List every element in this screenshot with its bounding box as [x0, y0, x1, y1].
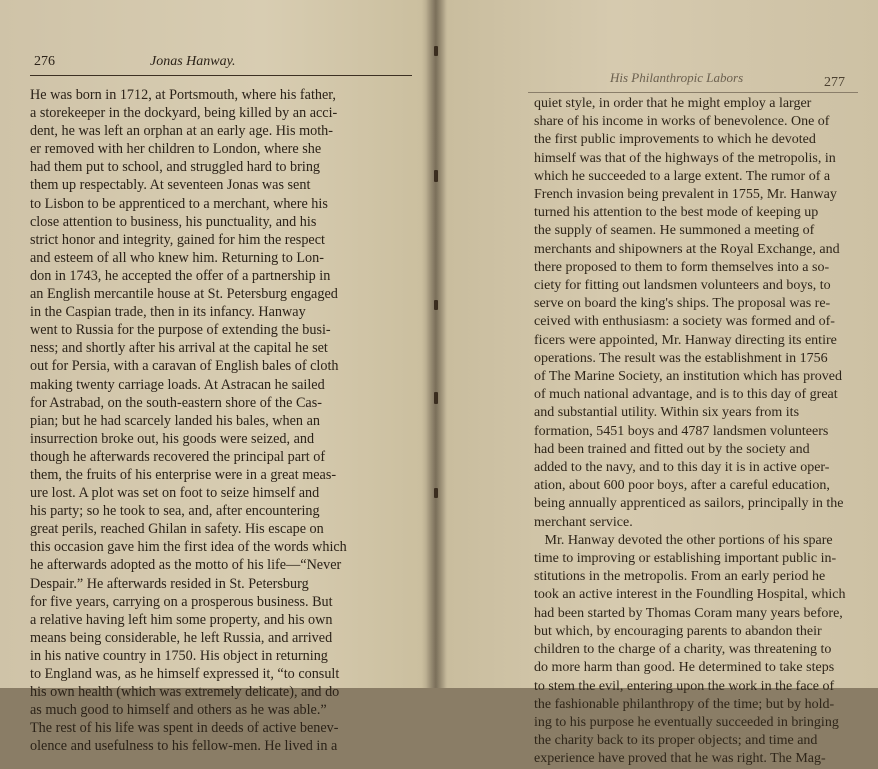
text-line: dent, he was left an orphan at an early age. His moth- — [30, 123, 333, 140]
text-line: in the Caspian trade, then in its infancy. Hanway — [30, 304, 306, 321]
text-line: had been trained and fitted out by the society and — [534, 441, 810, 457]
text-line: merchants and shipowners at the Royal Exchange, and — [534, 241, 840, 257]
text-line: took an active interest in the Foundling Hospital, which — [534, 587, 846, 603]
text-line: quiet style, in order that he might employ a larger — [534, 96, 812, 111]
text-line: ciety for fitting out landsmen volunteers and boys, to — [534, 278, 831, 294]
text-line: this occasion gave him the first idea of the words which — [30, 539, 347, 556]
text-line: for Astrabad, on the south-eastern shore of the Cas- — [30, 394, 322, 411]
left-page-number: 276 — [34, 54, 55, 69]
text-line: ness; and shortly after his arrival at the capital he set — [30, 340, 328, 357]
text-line: his party; so he took to sea, and, after encountering — [30, 503, 320, 520]
text-line: which he succeeded to a large extent. The rumor of a — [534, 168, 831, 184]
text-line: stitutions in the metropolis. From an early period he — [534, 569, 826, 585]
text-line: the first public improvements to which he devoted — [534, 132, 816, 148]
text-line: making twenty carriage loads. At Astracan he sailed — [30, 376, 325, 393]
text-line: er removed with her children to London, where she — [30, 141, 322, 158]
text-line: as much good to himself and others as he was able.” — [30, 702, 327, 719]
text-line: don in 1743, he accepted the offer of a partnership in — [30, 267, 331, 284]
text-line: though he afterwards recovered the principal part of — [30, 448, 326, 465]
text-line: a storekeeper in the dockyard, being killed by an acci- — [30, 105, 338, 122]
text-line: serve on board the king's ships. The proposal was re- — [534, 296, 831, 312]
right-page-body — [534, 95, 845, 769]
text-line: pian; but he had scarcely landed his bales, when an — [30, 412, 320, 429]
text-line: himself was that of the highways of the metropolis, in — [534, 150, 836, 166]
text-line: for five years, carrying on a prosperous business. But — [30, 593, 333, 610]
text-line: to stem the evil, entering upon the work in the face of — [534, 678, 835, 694]
text-line: added to the navy, and to this day it is in active oper- — [534, 460, 830, 476]
text-line: the supply of seamen. He summoned a meeting of — [534, 223, 815, 239]
text-line: French invasion being prevalent in 1755, Mr. Hanway — [534, 187, 837, 203]
right-page — [440, 0, 878, 767]
text-line: had them put to school, and struggled hard to bring — [30, 159, 321, 176]
text-line: formation, 5451 boys and 4787 landsmen volunteers — [534, 423, 829, 439]
text-line: of much national advantage, and is to this day of great — [534, 387, 838, 403]
header-rule — [30, 75, 412, 76]
text-line: Despair.” He afterwards resided in St. Petersburg — [30, 575, 309, 592]
text-line: Mr. Hanway devoted the other portions of his spare — [534, 532, 833, 548]
text-line: great perils, reached Ghilan in safety. His escape on — [30, 521, 324, 538]
text-line: insurrection broke out, his goods were seized, and — [30, 430, 315, 447]
text-line: ceived with enthusiasm: a society was formed and of- — [534, 314, 835, 330]
left-running-head: Jonas Hanway. — [150, 54, 236, 69]
text-line: went to Russia for the purpose of extending the busi- — [30, 322, 331, 339]
text-line: share of his income in works of benevolence. One of — [534, 114, 830, 130]
binding-stitch — [434, 392, 438, 404]
text-line: of The Marine Society, an institution which has proved — [534, 369, 842, 385]
text-line: to Lisbon to be apprenticed to a merchant, where his — [30, 195, 328, 212]
left-page-body — [30, 86, 347, 755]
binding-stitch — [434, 46, 438, 56]
binding-stitch — [434, 300, 438, 310]
left-page — [0, 0, 432, 755]
text-line: them up respectably. At seventeen Jonas was sent — [30, 177, 311, 194]
text-line: experience have proved that he was right. The Mag- — [534, 751, 826, 767]
text-line: to England was, as he himself expressed it, “to consult — [30, 666, 340, 682]
text-line: The rest of his life was spent in deeds of active benev- — [30, 720, 339, 737]
text-line: strict honor and integrity, gained for him the respect — [30, 231, 325, 248]
text-line: ing to his purpose he eventually succeeded in bringing — [534, 714, 839, 730]
text-line: them, the fruits of his enterprise were in a great meas- — [30, 466, 337, 483]
text-line: an English mercantile house at St. Petersburg engaged — [30, 286, 338, 303]
text-line: ure lost. A plot was set on foot to seize himself and — [30, 485, 320, 502]
text-line: operations. The result was the establishment in 1756 — [534, 350, 828, 366]
text-line: do more harm than good. He determined to take steps — [534, 660, 835, 676]
header-rule — [528, 92, 858, 93]
text-line: time to improving or establishing important public in- — [534, 551, 837, 567]
binding-stitch — [434, 488, 438, 498]
text-line: means being considerable, he left Russia, and arrived — [30, 629, 333, 646]
binding-stitch — [434, 170, 438, 182]
text-line: ficers were appointed, Mr. Hanway directing its entire — [534, 332, 837, 348]
text-line: but which, by encouraging parents to abandon their — [534, 623, 822, 639]
text-line: the fashionable philanthropy of the time; but by hold- — [534, 696, 835, 712]
text-line: close attention to business, his punctuality, and his — [30, 213, 317, 230]
text-line: his own health (which was extremely delicate), and do — [30, 684, 340, 701]
text-line: children to the charge of a charity, was threatening to — [534, 642, 832, 658]
text-line: in his native country in 1750. His object in returning — [30, 647, 328, 664]
text-line: he afterwards adopted as the motto of his life—“Never — [30, 557, 342, 574]
text-line: olence and usefulness to his fellow-men. He lived in a — [30, 738, 338, 755]
text-line: merchant service. — [534, 514, 633, 530]
text-line: there proposed to them to form themselves into a so- — [534, 259, 830, 275]
text-line: out for Persia, with a caravan of English bales of cloth — [30, 358, 339, 375]
right-running-head: His Philanthropic Labors — [610, 70, 744, 85]
text-line: He was born in 1712, at Portsmouth, where his father, — [30, 87, 336, 103]
text-line: had been started by Thomas Coram many years before, — [534, 605, 843, 621]
text-line: turned his attention to the best mode of keeping up — [534, 205, 819, 221]
text-line: ation, about 600 poor boys, after a careful education, — [534, 478, 830, 494]
text-line: and esteem of all who knew him. Returning to Lon- — [30, 249, 324, 266]
right-page-number: 277 — [824, 75, 845, 90]
text-line: being annually apprenticed as sailors, principally in the — [534, 496, 844, 512]
text-line: and substantial utility. Within six years from its — [534, 405, 800, 421]
text-line: the charity back to its proper objects; and time and — [534, 733, 818, 749]
text-line: a relative having left him some property, and his own — [30, 611, 333, 628]
